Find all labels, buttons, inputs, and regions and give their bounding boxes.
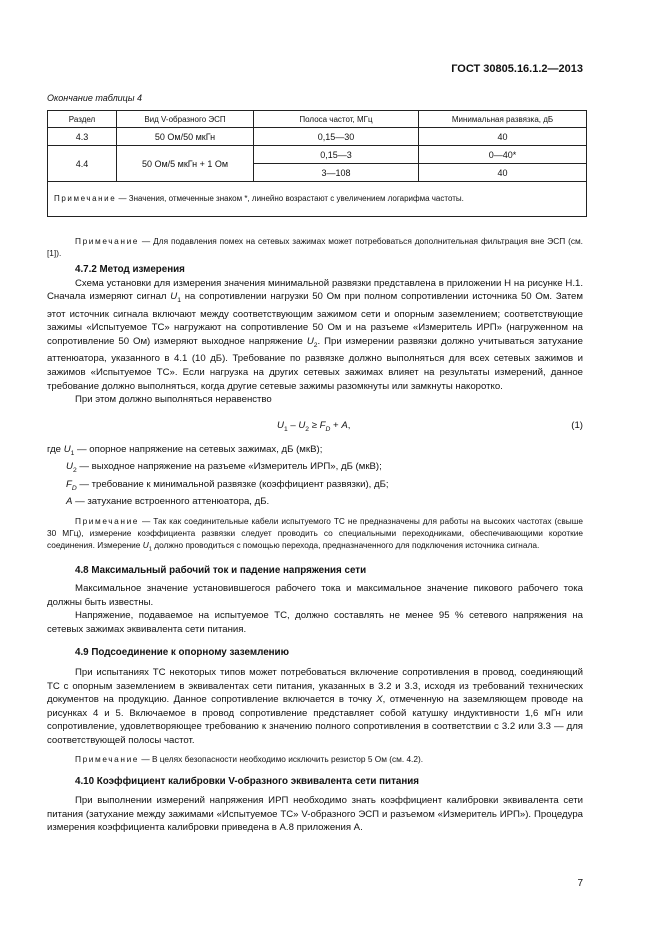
text: Схема установки для измерения значения минимальной развязки представлена в приложении Н на рисунке Н.1. Сначала измеряют сигнал xyxy=(47,277,583,303)
text: . При измерении развязки должно учитываться затухание аттенюатора, указанного в 4.1 (10 дБ). Требование по развязке должно выполняться для всех сетевых зажимов и зажимов «Испытуемое ТС». Если нагрузка на других сетевых зажимах влияет на результаты измерений, данное требование должно выполняться, когда другие сетевые зажимы разомкнуты или замкнуты накоротко. xyxy=(47,335,583,392)
table-cell: 0,15—3 xyxy=(254,146,419,164)
where-line: A — затухание встроенного аттенюатора, дБ. xyxy=(66,496,270,508)
note-label: Примечание xyxy=(54,194,117,203)
table-cell: 40 xyxy=(419,128,587,146)
text: При испытаниях ТС некоторых типов может потребоваться включение сопротивления в провод, соединяющий ТС с опорным заземлением в эквивалентах сети питания, указанных в 3.2 и 3.3, исходя из требований технических документов на продукцию. Данное сопротивление включается в точку xyxy=(47,667,583,706)
table-cell: 40 xyxy=(419,164,587,182)
formula: $U_1 - U_2 \ge F_D + A$, xyxy=(277,419,351,433)
note-paragraph xyxy=(47,235,583,259)
note-label: Примечание xyxy=(75,753,140,764)
text: — затухание встроенного аттенюатора, дБ. xyxy=(72,496,270,508)
table-cell: 50 Ом/50 мкГн xyxy=(117,128,254,146)
isolation-table xyxy=(47,110,587,217)
text: на сопротивлении нагрузки 50 Ом при полном сопротивлении источника 50 Ом. Затем этот источник сигнала включают между соответствующим зажимом сети и опорным заземлением; соответствующие зажимы «Испытуемое ТС» нагружают на сопротивление 50 Ом и на разъеме «Измеритель ИРП» (нагруженном на сопротивление 50 Ом) измеряют выходное напряжение xyxy=(47,291,583,347)
note-label: Примечание xyxy=(75,236,140,246)
table-note-row xyxy=(48,182,587,217)
section-heading: 4.9 Подсоединение к опорному заземлению xyxy=(75,647,289,659)
table-cell: 4.3 xyxy=(48,128,117,146)
table-header-cell: Минимальная развязка, дБ xyxy=(419,111,587,128)
formula-number: (1) xyxy=(571,419,583,431)
where-line: где $U_1$ — опорное напряжение на сетевых зажимах, дБ (мкВ); xyxy=(47,443,323,457)
section-heading: 4.7.2 Метод измерения xyxy=(75,264,185,275)
note-label: Примечание xyxy=(75,515,140,526)
body-text xyxy=(47,235,583,835)
where-block xyxy=(47,443,583,509)
table-header-row xyxy=(48,111,587,128)
table-caption: Окончание таблицы 4 xyxy=(47,93,142,103)
text: — опорное напряжение на сетевых зажимах, дБ (мкВ); xyxy=(74,443,323,455)
point-label: X xyxy=(376,694,383,706)
paragraph: Схема установки для измерения значения минимальной развязки представлена в приложении Н на рисунке Н.1. Сначала измеряют сигнал $U_1$ на сопротивлении нагрузки 50 Ом при полном сопротивлении источника 50 Ом. Затем этот источник сигнала включают между соответствующим зажимом сети и опорным заземлением; соответствующие зажимы «Испытуемое ТС» нагружают на сопротивление 50 Ом и на разъеме «Измеритель ИРП» (нагруженном на сопротивление 50 Ом) измеряют выходное напряжение $U_2$. При измерении развязки должно учитываться затухание аттенюатора, указанного в 4.1 (10 дБ). Требование по развязке должно выполняться для всех сетевых зажимов и зажимов «Испытуемое ТС». Если нагрузка на других сетевых зажимах влияет на результаты измерений, данное требование должно выполняться, когда другие сетевые зажимы разомкнуты или замкнуты накоротко. xyxy=(47,277,583,392)
table-header-cell: Вид V-образного ЭСП xyxy=(117,111,254,128)
document-header: ГОСТ 30805.16.1.2—2013 xyxy=(451,63,583,75)
table-note xyxy=(48,182,587,217)
table-row xyxy=(48,146,587,164)
note-text: — Так как соединительные кабели испытуемого ТС не предназначены для работы на высоких частотах (свыше 30 МГц), измерение коэффициента развязки следует проводить со специальными переходниками, обеспечивающими короткие соединения. Измерение xyxy=(47,515,583,550)
paragraph: Напряжение, подаваемое на испытуемое ТС, должно составлять не менее 95 % сетевого напряжения на сетевых зажимах эквивалента сети питания. xyxy=(47,610,583,635)
table-cell: 3—108 xyxy=(254,164,419,182)
text: — требование к минимальной развязке (коэффициент развязки), дБ; xyxy=(76,478,389,490)
paragraph: При этом должно выполняться неравенство xyxy=(75,394,272,406)
note-paragraph xyxy=(47,753,583,765)
where-word: где xyxy=(47,443,62,455)
table-cell: 0,15—30 xyxy=(254,128,419,146)
paragraph: Максимальное значение установившегося рабочего тока и максимальное значение пикового рабочего тока должны быть известны. xyxy=(47,583,583,608)
table-header-cell: Полоса частот, МГц xyxy=(254,111,419,128)
where-line: $F_D$ — требование к минимальной развязке (коэффициент развязки), дБ; xyxy=(66,478,389,492)
note-text: — Для подавления помех на сетевых зажимах может потребоваться дополнительная фильтрация вне ЭСП (см. [1]). xyxy=(47,236,583,258)
table-cell: 50 Ом/5 мкГн + 1 Ом xyxy=(117,146,254,182)
paragraph: При выполнении измерений напряжения ИРП необходимо знать коэффициент калибровки эквивалента сети питания (затухание между зажимами «Испытуемое ТС» V-образного ЭСП и разъемом «Измеритель ИРП»). Процедура измерения коэффициента калибровки приведена в А.8 приложения А. xyxy=(47,795,583,834)
note-text: — В целях безопасности необходимо исключить резистор 5 Ом (см. 4.2). xyxy=(139,753,424,764)
paragraph xyxy=(47,666,583,748)
note-text: — Значения, отмеченные знаком *, линейно возрастают с увеличением логарифма частоты. xyxy=(116,194,464,203)
table-cell: 4.4 xyxy=(48,146,117,182)
note-paragraph: Примечание — Так как соединительные кабели испытуемого ТС не предназначены для работы на высоких частотах (свыше 30 МГц), измерение коэффициента развязки следует проводить со специальными переходниками, обеспечивающими короткие соединения. Измерение $U_1$ должно проводиться с помощью перехода, предназначенного для подключения источника сигнала. xyxy=(47,515,583,553)
formula-block xyxy=(47,413,583,443)
table-header-cell: Раздел xyxy=(48,111,117,128)
text: — выходное напряжение на разъеме «Измеритель ИРП», дБ (мкВ); xyxy=(76,461,382,473)
where-line: $U_2$ — выходное напряжение на разъеме «Измеритель ИРП», дБ (мкВ); xyxy=(66,461,382,475)
page-number: 7 xyxy=(577,878,583,889)
table-row xyxy=(48,128,587,146)
text: , отмеченную на заземляющем проводе на рисунках 4 и 5. Включаемое в провод сопротивление представляет собой катушку индуктивности 1,6 мГн или сопротивление, удовлетворяющее требованию к значению полного сопротивления в соответствии с 3.2 или 3.3 — для соответствующей полосы частот. xyxy=(47,694,583,747)
section-heading: 4.10 Коэффициент калибровки V-образного эквивалента сети питания xyxy=(75,775,419,787)
table-cell: 0—40* xyxy=(419,146,587,164)
note-text: должно проводиться с помощью перехода, предназначенного для подключения источника сигнала. xyxy=(151,539,540,550)
section-heading: 4.8 Максимальный рабочий ток и падение напряжения сети xyxy=(75,564,367,576)
